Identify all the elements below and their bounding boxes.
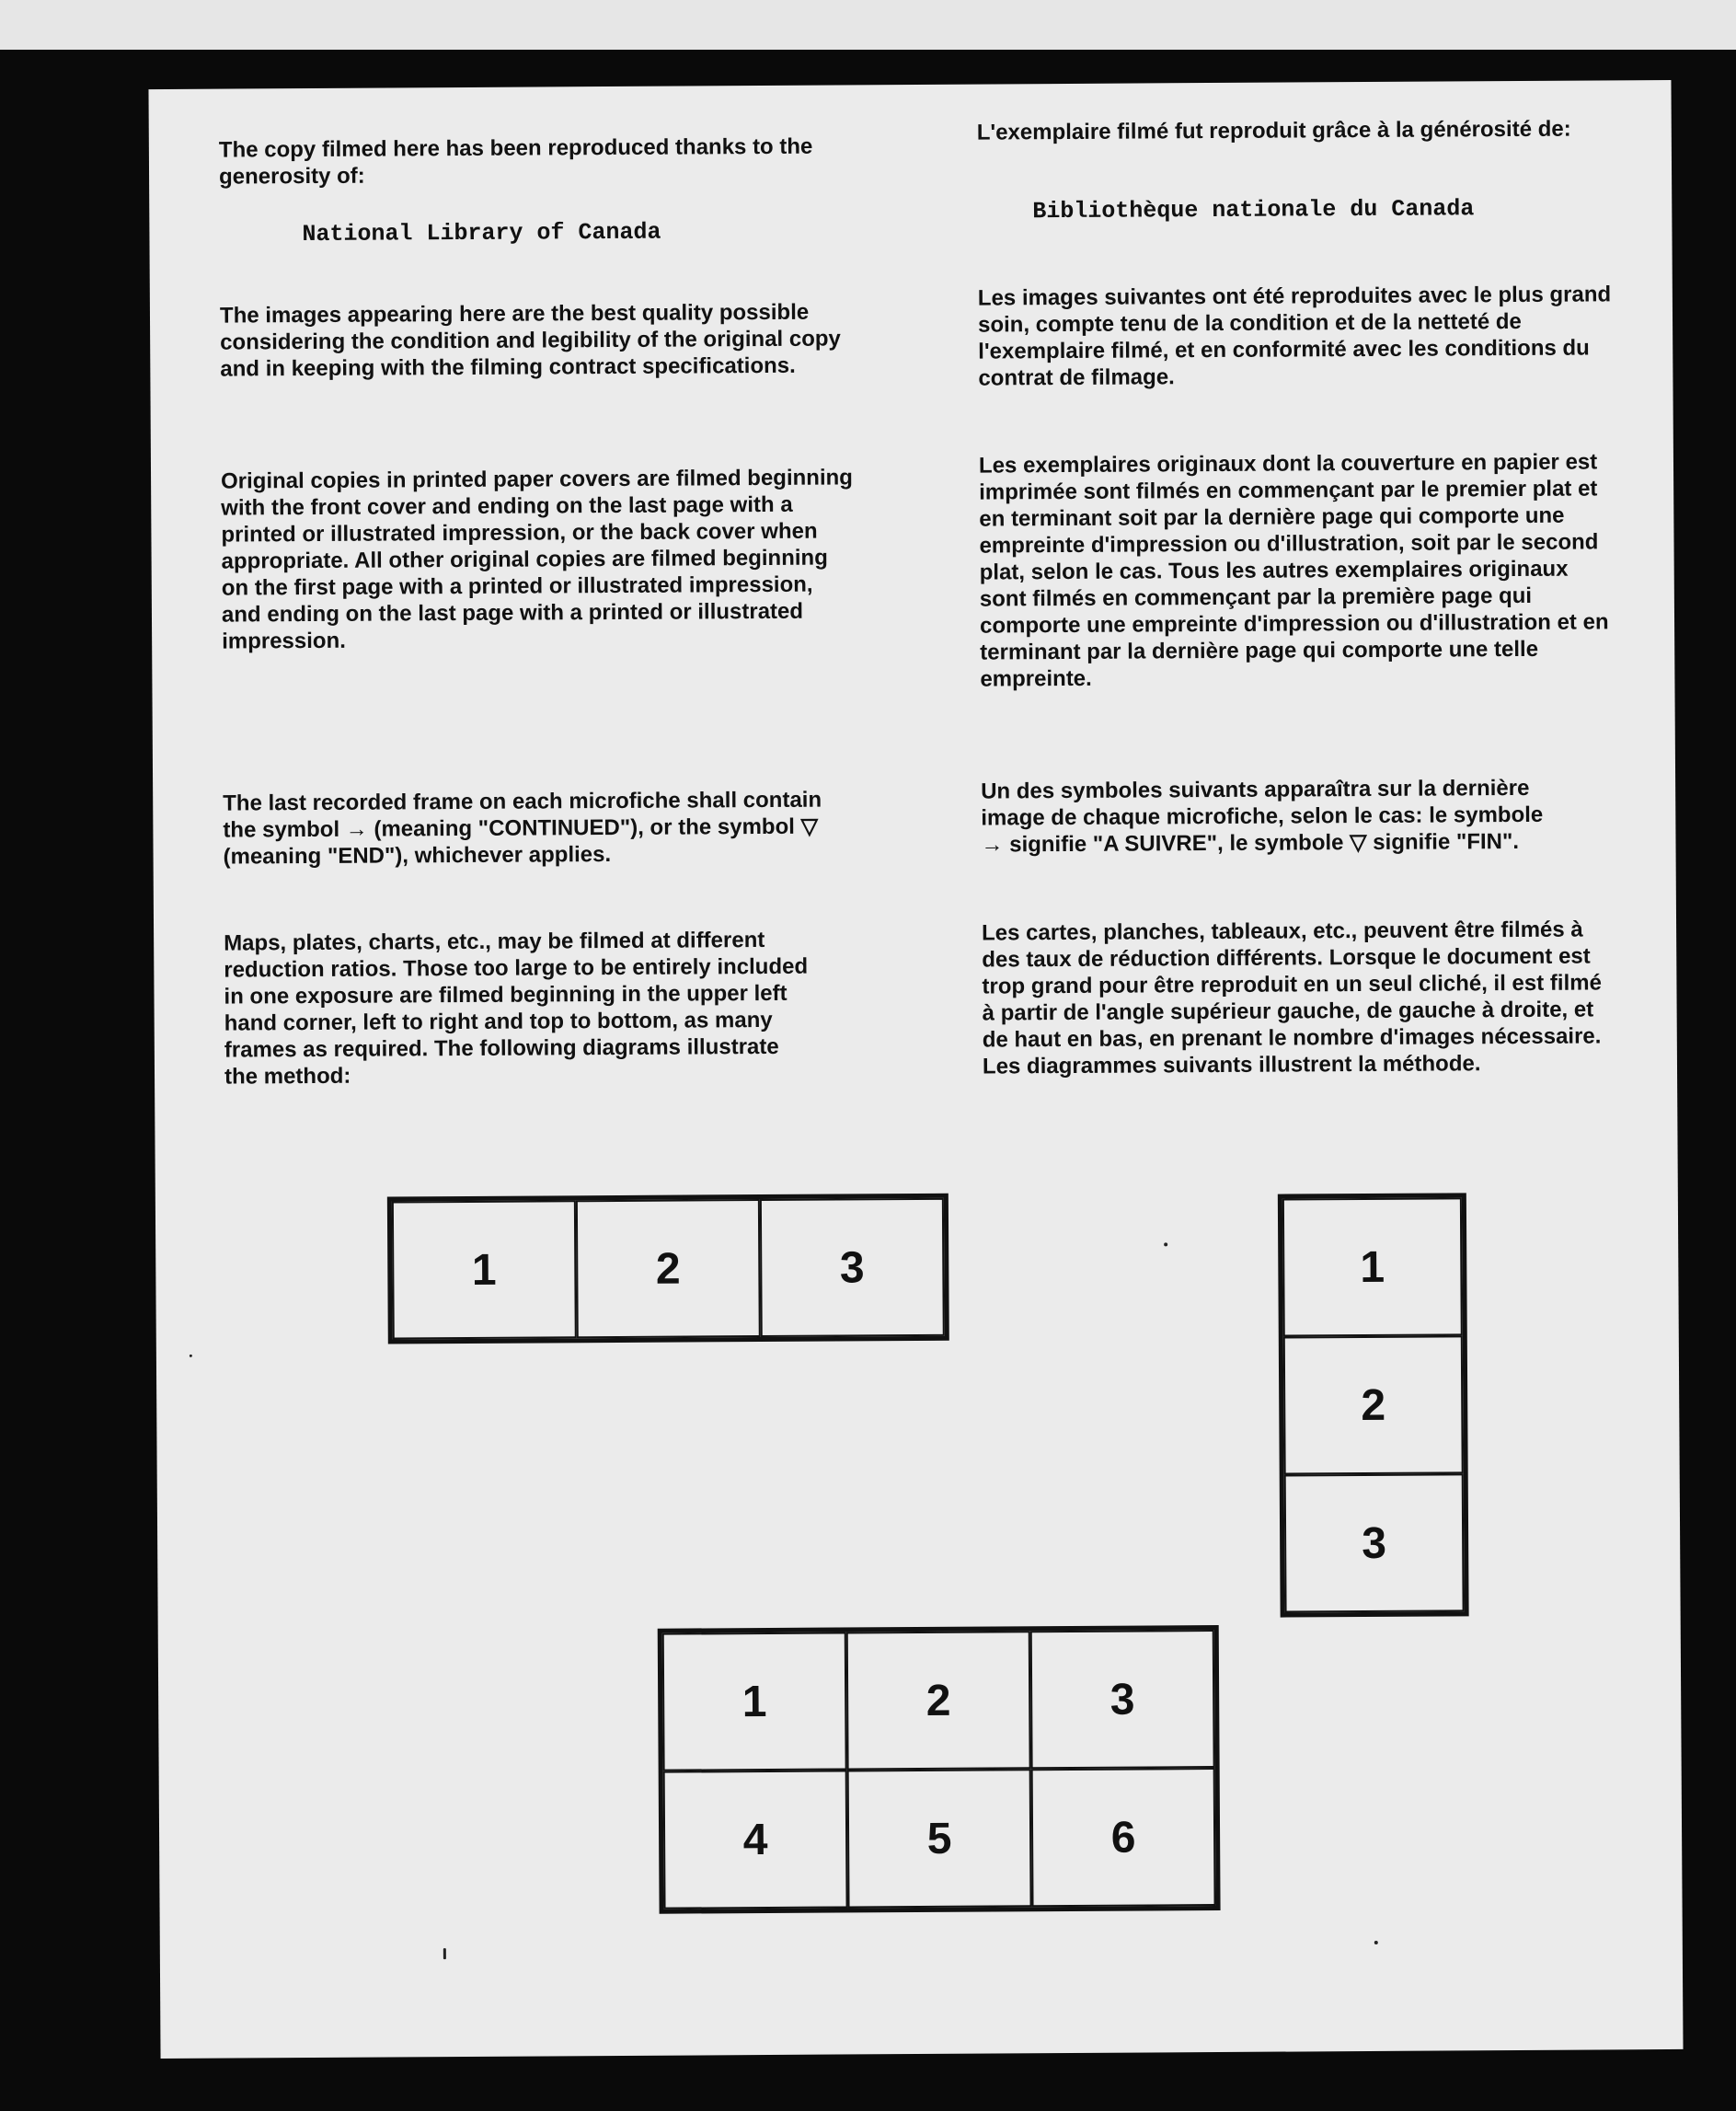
french-symbols-paragraph: Un des symboles suivants apparaîtra sur la dernière image de chaque microfiche, selon le cas: le symbole → signifie "A SUIVRE", le symbole ▽ signifie "FIN". <box>981 775 1544 858</box>
frame-cell: 6 <box>1031 1768 1216 1907</box>
dust-speck <box>1164 1242 1167 1246</box>
english-intro: The copy filmed here has been reproduced thanks to the generosity of: <box>218 133 813 190</box>
dust-speck <box>1374 1941 1378 1944</box>
frame-cell: 1 <box>392 1200 577 1339</box>
microfiche-target-sheet <box>148 80 1683 2059</box>
vertical-frame-diagram <box>1278 1193 1469 1617</box>
french-library-name: Bibliothèque nationale du Canada <box>1032 195 1475 225</box>
top-edge-strip <box>0 0 1736 50</box>
english-maps-paragraph: Maps, plates, charts, etc., may be filmed at different reduction ratios. Those too large to be entirely included in one exposure are filmed beginning in the upper left hand corner, left to right and top to bottom, as many frames as required. The following diagrams illustrate the method: <box>224 928 809 1090</box>
dust-speck <box>443 1948 446 1959</box>
frame-cell: 3 <box>1030 1630 1215 1769</box>
horizontal-frame-diagram <box>387 1194 949 1344</box>
english-quality-paragraph: The images appearing here are the best quality possible considering the condition and legibility of the original copy and in keeping with the filming contract specifications. <box>219 299 841 382</box>
english-symbols-paragraph: The last recorded frame on each microfiche shall contain the symbol → (meaning "CONTINUED"), or the symbol ▽ (meaning "END"), whichever applies. <box>223 787 822 870</box>
french-quality-paragraph: Les images suivantes ont été reproduites avec le plus grand soin, compte tenu de la condition et de la netteté de l'exemplaire filmé, et en conformité avec les conditions du contrat de filmage. <box>977 282 1612 391</box>
french-column <box>976 115 1621 1079</box>
french-maps-paragraph: Les cartes, planches, tableaux, etc., peuvent être filmés à des taux de réduction différents. Lorsque le document est trop grand pour être reproduit en un seul cliché, il est filmé à partir de l'angle supérieur gauche, de gauche à droite, et de haut en bas, en prenant le nombre d'images nécessaire. Les diagrammes suivants illustrent la méthode. <box>982 917 1602 1079</box>
grid-frame-diagram <box>658 1625 1221 1914</box>
frame-cell: 5 <box>847 1769 1032 1908</box>
dust-speck <box>190 1355 192 1357</box>
frame-cell: 2 <box>576 1199 761 1338</box>
english-library-name: National Library of Canada <box>302 218 661 248</box>
frame-cell: 2 <box>846 1631 1031 1770</box>
frame-cell: 3 <box>1284 1473 1465 1612</box>
frame-cell: 3 <box>760 1198 945 1337</box>
frame-cell: 2 <box>1283 1335 1464 1474</box>
frame-cell: 1 <box>1282 1197 1463 1336</box>
frame-cell: 4 <box>663 1770 848 1909</box>
english-column <box>218 133 863 1090</box>
french-intro: L'exemplaire filmé fut reproduit grâce à la générosité de: <box>976 116 1571 145</box>
frame-cell: 1 <box>662 1632 847 1771</box>
french-originals-paragraph: Les exemplaires originaux dont la couverture en papier est imprimée sont filmés en commençant par le premier plat et en terminant soit par la dernière page qui comporte une empreinte d'impression ou d'illustration, soit par le second plat, selon le cas. Tous les autres exemplaires originaux sont filmés en commençant par la première page qui comporte une empreinte d'impression ou d'illustration et en terminant par la dernière page qui comporte une telle empreinte. <box>978 449 1609 692</box>
english-originals-paragraph: Original copies in printed paper covers are filmed beginning with the front cover and ending on the last page with a printed or illustrated impression, or the back cover when appropriate. All other original copies are filmed beginning on the first page with a printed or illustrated impression, and ending on the last page with a printed or illustrated impression. <box>221 465 853 654</box>
